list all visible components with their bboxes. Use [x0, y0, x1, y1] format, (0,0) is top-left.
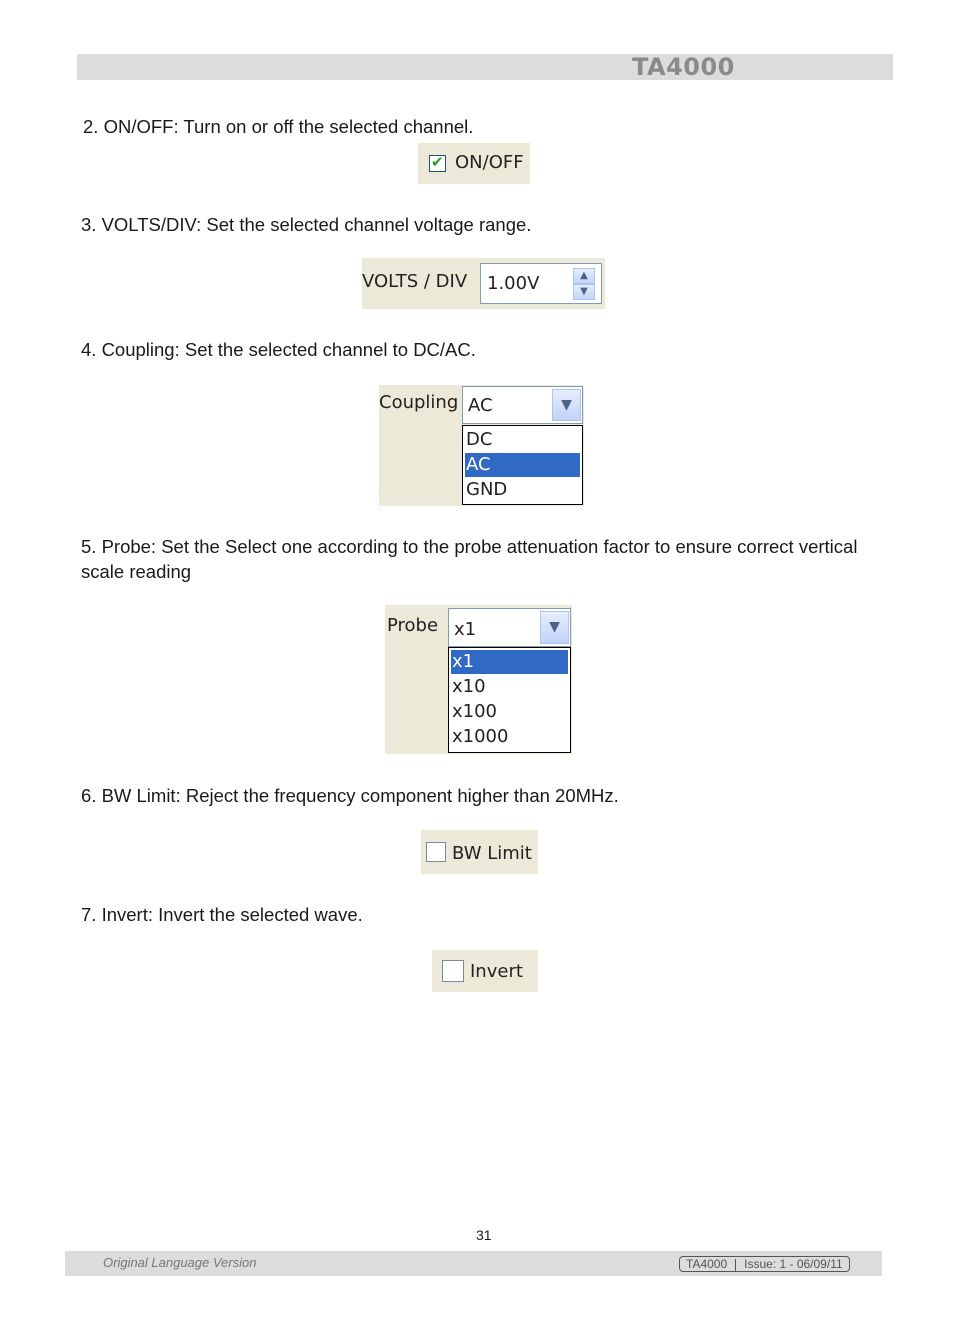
item-bwlimit-text: 6. BW Limit: Reject the frequency component higher than 20MHz. [81, 785, 619, 806]
page-number: 31 [476, 1227, 492, 1243]
invert-checkbox[interactable] [442, 960, 464, 982]
bwlimit-label: BW Limit [452, 843, 532, 864]
item-coupling-text: 4. Coupling: Set the selected channel to DC/AC. [81, 339, 476, 360]
probe-label: Probe [387, 615, 439, 636]
coupling-screenshot [379, 385, 584, 506]
probe-option-x1000[interactable]: x1000 [452, 726, 509, 747]
item-invert-text: 7. Invert: Invert the selected wave. [81, 904, 363, 925]
footer-issue-box [679, 1256, 850, 1272]
coupling-option-ac[interactable]: AC [465, 453, 580, 477]
footer-language: Original Language Version [103, 1255, 257, 1270]
coupling-label: Coupling [379, 392, 459, 413]
coupling-select[interactable] [462, 386, 583, 424]
probe-screenshot [385, 605, 572, 754]
chevron-down-icon[interactable]: ▼ [552, 389, 581, 421]
chevron-down-icon[interactable]: ▼ [540, 611, 569, 644]
onoff-checkbox[interactable] [429, 155, 446, 172]
coupling-option-dc[interactable]: DC [466, 429, 493, 450]
item-probe-text: 5. Probe: Set the Select one according to the probe attenuation factor to ensure correct vertical scale reading [81, 536, 858, 582]
voltsdiv-value: 1.00V [487, 273, 540, 294]
probe-options [448, 647, 571, 753]
probe-value: x1 [454, 619, 477, 640]
voltsdiv-spinbox[interactable] [480, 263, 602, 304]
header-bar [77, 54, 893, 80]
footer-issue: Issue: 1 - 06/09/11 [744, 1257, 843, 1271]
invert-screenshot [432, 950, 538, 992]
footer-model: TA4000 [686, 1257, 728, 1271]
spinner-up-icon[interactable]: ▲ [573, 268, 595, 284]
header-title: TA4000 [632, 53, 735, 81]
item-onoff-text: 2. ON/OFF: Turn on or off the selected channel. [83, 116, 474, 137]
voltsdiv-label: VOLTS / DIV [362, 271, 468, 292]
coupling-value: AC [468, 395, 493, 416]
probe-option-x10[interactable]: x10 [452, 676, 486, 697]
bwlimit-checkbox[interactable] [426, 842, 446, 862]
bwlimit-screenshot [421, 830, 538, 874]
coupling-options [462, 425, 583, 505]
item-voltsdiv-text: 3. VOLTS/DIV: Set the selected channel voltage range. [81, 214, 532, 235]
onoff-screenshot [418, 143, 530, 184]
spinner-down-icon[interactable]: ▼ [573, 284, 595, 300]
check-icon: ✔ [431, 153, 444, 171]
invert-label: Invert [470, 961, 523, 982]
probe-option-x100[interactable]: x100 [452, 701, 498, 722]
coupling-option-gnd[interactable]: GND [466, 479, 508, 500]
probe-select[interactable] [448, 608, 571, 647]
onoff-label: ON/OFF [455, 152, 524, 173]
probe-option-x1[interactable]: x1 [451, 650, 568, 674]
voltsdiv-screenshot [362, 258, 605, 309]
